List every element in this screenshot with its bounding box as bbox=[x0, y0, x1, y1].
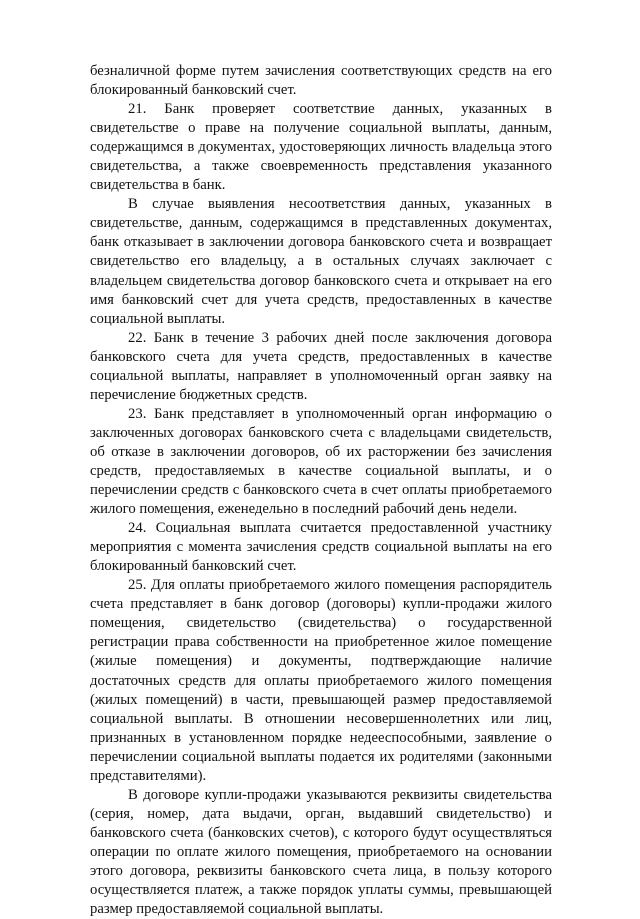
paragraph-25: 25. Для оплаты приобретаемого жилого помещения распорядитель счета представляет в банк договор (договоры) купли-продажи жилого помещения, свидетельство (свидетельства) о государственной регистрации права собственности на приобретенное жилое помещение (жилые помещения) и документы, подтверждающие наличие достаточных средств для оплаты приобретаемого жилого помещения (жилых помещений) в части, превышающей размер предоставляемой социальной выплаты. В отношении несовершеннолетних или лиц, признанных в установленном порядке недееспособными, заявление о перечислении социальной выплаты подается их родителями (законными представителями). bbox=[90, 577, 552, 784]
paragraph-25-contract-details: В договоре купли-продажи указываются реквизиты свидетельства (серия, номер, дата выдачи, орган, выдавший свидетельство) и банковского счета (банковских счетов), с которого будут осуществляться операции по оплате жилого помещения, приобретаемого на основании этого договора, реквизиты банковского счета лица, в пользу которого осуществляется платеж, а также порядок уплаты суммы, превышающей размер предоставляемой социальной выплаты. bbox=[90, 786, 552, 918]
document-page bbox=[90, 62, 552, 919]
paragraph-24: 24. Социальная выплата считается предоставленной участнику мероприятия с момента зачисления средств социальной выплаты на его блокированный банковский счет. bbox=[90, 520, 552, 575]
paragraph-22: 22. Банк в течение 3 рабочих дней после заключения договора банковского счета для учета средств, предоставленных в качестве социальной выплаты, направляет в уполномоченный орган заявку на перечисление бюджетных средств. bbox=[90, 329, 552, 403]
paragraph-21: 21. Банк проверяет соответствие данных, указанных в свидетельстве о праве на получение социальной выплаты, данным, содержащимся в документах, удостоверяющих личность владельца этого свидетельства, а также своевременность представления указанного свидетельства в банк. bbox=[90, 101, 552, 194]
paragraph-23: 23. Банк представляет в уполномоченный орган информацию о заключенных договорах банковского счета с владельцами свидетельств, об отказе в заключении договоров, об их расторжении без зачисления средств, предоставляемых в качестве социальной выплаты, и о перечислении средств с банковского счета в счет оплаты приобретаемого жилого помещения, еженедельно в последний рабочий день недели. bbox=[90, 405, 552, 518]
paragraph-21-mismatch: В случае выявления несоответствия данных, указанных в свидетельстве, данным, содержащимся в представленных документах, банк отказывает в заключении договора банковского счета и возвращает свидетельство его владельцу, а в остальных случаях заключает с владельцем свидетельства договор банковского счета и открывает на его имя банковский счет для учета средств, предоставленных в качестве социальной выплаты. bbox=[90, 196, 552, 327]
paragraph-continuation: безналичной форме путем зачисления соответствующих средств на его блокированный банковский счет. bbox=[90, 63, 552, 99]
